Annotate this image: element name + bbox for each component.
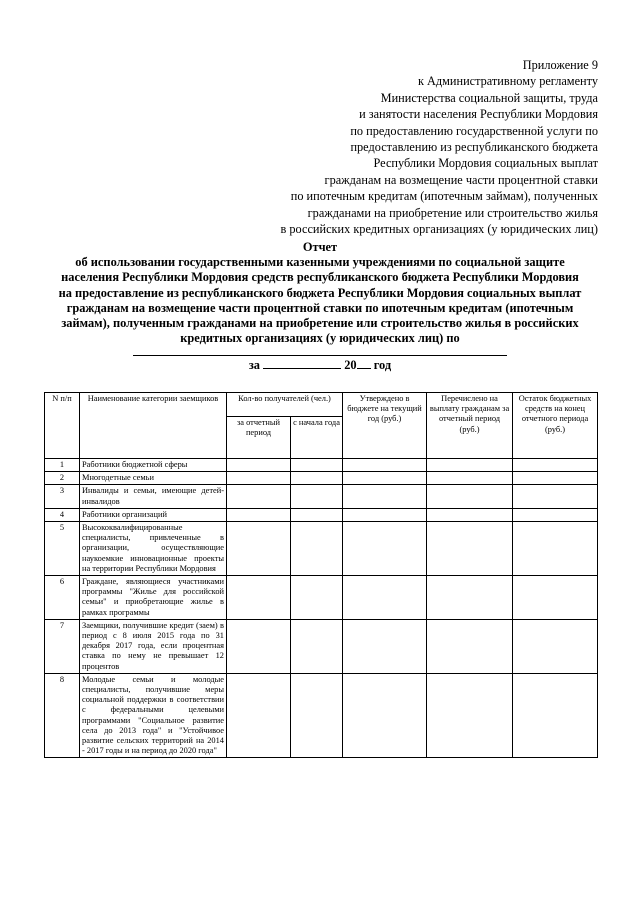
cell-approved xyxy=(343,485,427,508)
appendix-line: Республики Мордовия социальных выплат xyxy=(373,156,598,171)
cell-balance xyxy=(513,485,598,508)
cell-recipients-period xyxy=(227,619,291,673)
row-num: 1 xyxy=(45,459,80,472)
organization-blank-line xyxy=(133,355,507,356)
cell-transferred xyxy=(427,485,513,508)
cell-recipients-year xyxy=(291,673,343,758)
row-category: Работники организаций xyxy=(80,508,227,521)
appendix-line: предоставлению из республиканского бюджета xyxy=(350,140,598,155)
table-row xyxy=(45,485,598,508)
report-title-line: на предоставление из республиканского бюджета Республики Мордовия социальных выплат xyxy=(58,285,582,300)
report-title-line: займам), полученным гражданами на приобретение или строительство жилья в российских xyxy=(61,316,579,331)
appendix-line: по ипотечным кредитам (ипотечным займам), полученных xyxy=(290,189,598,204)
cell-approved xyxy=(343,459,427,472)
report-title-line: об использовании государственными казенными учреждениями по социальной защите xyxy=(75,255,565,270)
report-period xyxy=(0,357,640,373)
cell-recipients-year xyxy=(291,472,343,485)
header-balance: Остаток бюджетных средств на конец отчетного периода (руб.) xyxy=(513,393,598,459)
cell-recipients-period xyxy=(227,576,291,620)
table-row xyxy=(45,508,598,521)
appendix-line: по предоставлению государственной услуги по xyxy=(350,123,598,138)
header-recipients-period: за отчетный период xyxy=(227,417,291,459)
report-title-block xyxy=(30,240,610,346)
report-title-line: населения Республики Мордовия средств республиканского бюджета Республики Мордовия xyxy=(61,270,579,285)
period-blank xyxy=(263,357,341,369)
cell-recipients-period xyxy=(227,522,291,576)
row-num: 2 xyxy=(45,472,80,485)
cell-transferred xyxy=(427,522,513,576)
cell-recipients-year xyxy=(291,522,343,576)
cell-recipients-period xyxy=(227,508,291,521)
appendix-line: гражданами на приобретение или строительство жилья xyxy=(307,205,598,220)
report-title-line: кредитных организациях (у юридических лиц) по xyxy=(180,331,460,346)
row-num: 7 xyxy=(45,619,80,673)
cell-recipients-year xyxy=(291,576,343,620)
row-category: Высококвалифицированные специалисты, привлеченные в организации, осуществляющие наукоемкие инновационные проекты на территории Республики Мордовия xyxy=(80,522,227,576)
cell-balance xyxy=(513,619,598,673)
cell-recipients-year xyxy=(291,508,343,521)
row-num: 8 xyxy=(45,673,80,758)
cell-recipients-year xyxy=(291,485,343,508)
period-prefix: за xyxy=(248,358,261,372)
cell-approved xyxy=(343,576,427,620)
appendix-line: Министерства социальной защиты, труда xyxy=(380,90,598,105)
row-category: Граждане, являющиеся участниками программы "Жилье для российской семьи" и приобретающие жилье в рамках программы xyxy=(80,576,227,620)
header-recipients-year: с начала года xyxy=(291,417,343,459)
row-num: 5 xyxy=(45,522,80,576)
cell-recipients-year xyxy=(291,459,343,472)
cell-recipients-period xyxy=(227,673,291,758)
cell-approved xyxy=(343,508,427,521)
cell-approved xyxy=(343,673,427,758)
row-category: Заемщики, получившие кредит (заем) в период с 8 июля 2015 года по 31 декабря 2017 года, если процентная ставка по нему не превышает 12 процентов xyxy=(80,619,227,673)
cell-approved xyxy=(343,619,427,673)
cell-transferred xyxy=(427,508,513,521)
period-suffix: год xyxy=(373,358,392,372)
table-row xyxy=(45,576,598,620)
row-num: 6 xyxy=(45,576,80,620)
cell-balance xyxy=(513,459,598,472)
table-row xyxy=(45,673,598,758)
row-num: 3 xyxy=(45,485,80,508)
cell-balance xyxy=(513,576,598,620)
cell-approved xyxy=(343,472,427,485)
appendix-line: в российских кредитных организациях (у юридических лиц) xyxy=(280,222,598,237)
cell-balance xyxy=(513,673,598,758)
header-recipients: Кол-во получателей (чел.) xyxy=(227,393,343,417)
table-row xyxy=(45,522,598,576)
report-table xyxy=(44,392,598,758)
header-approved: Утверждено в бюджете на текущий год (руб.) xyxy=(343,393,427,459)
cell-transferred xyxy=(427,576,513,620)
cell-transferred xyxy=(427,459,513,472)
table-row xyxy=(45,459,598,472)
cell-balance xyxy=(513,522,598,576)
year-blank xyxy=(357,357,371,369)
row-category: Молодые семьи и молодые специалисты, получившие меры социальной поддержки в соответствии с федеральными целевыми программами "Социальное развитие села до 2013 года" и "Устойчивое развитие сельских территорий на 2014 - 2017 годы и на период до 2020 года" xyxy=(80,673,227,758)
report-title-line: гражданам на возмещение части процентной ставки по ипотечным кредитам (ипотечным xyxy=(66,300,574,315)
cell-transferred xyxy=(427,472,513,485)
period-year-prefix: 20 xyxy=(344,358,357,372)
appendix-line: Приложение 9 xyxy=(522,58,598,72)
cell-balance xyxy=(513,472,598,485)
cell-balance xyxy=(513,508,598,521)
row-category: Инвалиды и семьи, имеющие детей-инвалидов xyxy=(80,485,227,508)
row-num: 4 xyxy=(45,508,80,521)
report-title: Отчет xyxy=(302,240,338,254)
cell-recipients-year xyxy=(291,619,343,673)
row-category: Работники бюджетной сферы xyxy=(80,459,227,472)
cell-transferred xyxy=(427,673,513,758)
cell-approved xyxy=(343,522,427,576)
cell-recipients-period xyxy=(227,472,291,485)
appendix-line: гражданам на возмещение части процентной ставки xyxy=(324,172,598,187)
header-transferred: Перечислено на выплату гражданам за отчетный период (руб.) xyxy=(427,393,513,459)
cell-transferred xyxy=(427,619,513,673)
table-row xyxy=(45,472,598,485)
appendix-line: и занятости населения Республики Мордовия xyxy=(359,107,598,122)
cell-recipients-period xyxy=(227,485,291,508)
cell-recipients-period xyxy=(227,459,291,472)
appendix-header xyxy=(218,57,598,237)
appendix-line: к Административному регламенту xyxy=(417,74,598,89)
table-row xyxy=(45,619,598,673)
row-category: Многодетные семьи xyxy=(80,472,227,485)
header-category: Наименование категории заемщиков xyxy=(80,393,227,459)
header-num: N п/п xyxy=(45,393,80,459)
